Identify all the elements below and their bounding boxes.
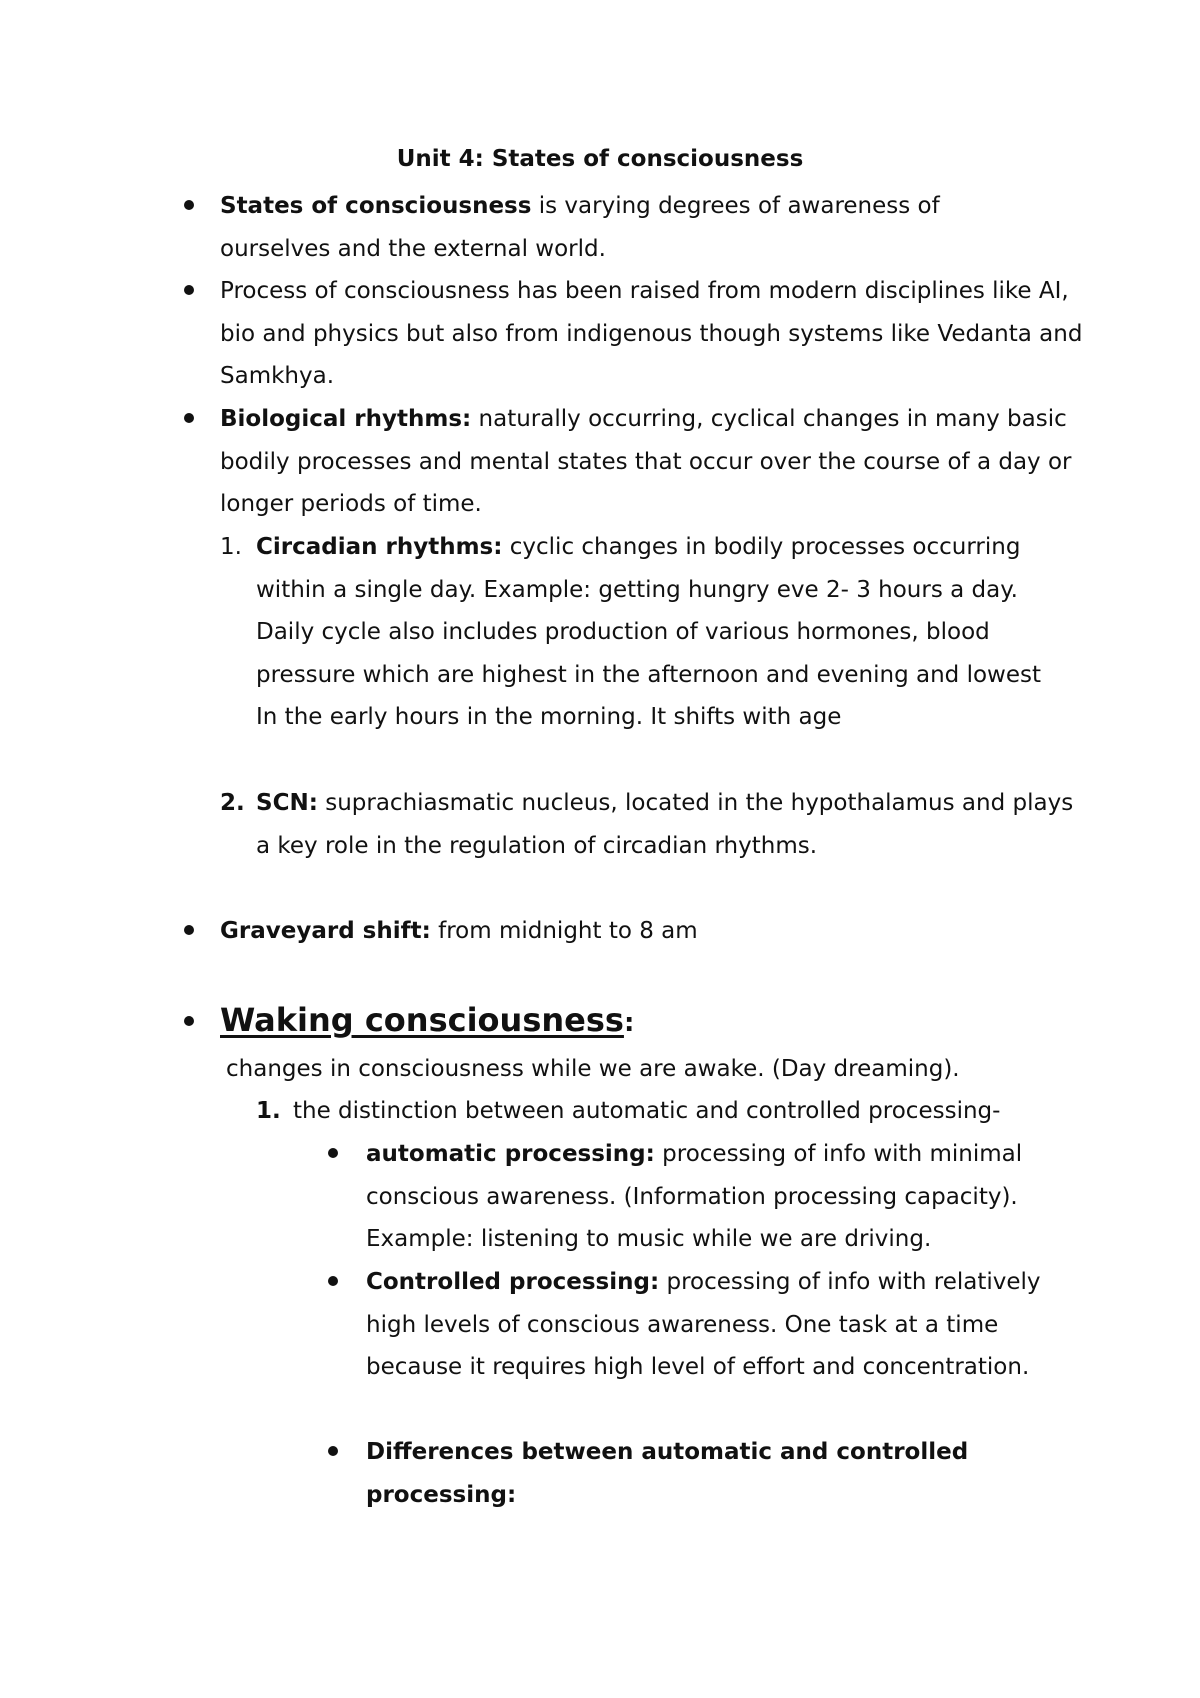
- term-label: Differences between automatic and controlled processing:: [366, 1439, 969, 1508]
- process-of-consciousness-paragraph: [220, 270, 1090, 398]
- definition-states-of-consciousness: [220, 185, 1020, 270]
- distinction-text: the distinction between automatic and controlled processing-: [293, 1098, 1001, 1124]
- term-label: Biological rhythms:: [220, 406, 472, 432]
- section-heading-colon: :: [623, 1008, 635, 1038]
- bullet-icon: [184, 1016, 194, 1026]
- definition-text: naturally occurring, cyclical changes in many basic bodily processes and mental states that occur over the course of a day or longer periods of time.: [220, 406, 1072, 517]
- waking-intro-text: changes in consciousness while we are awake. (Day dreaming).: [226, 1056, 960, 1082]
- definition-controlled-processing: [366, 1261, 1066, 1389]
- definition-circadian-rhythms: [256, 526, 1066, 739]
- section-heading-text: Waking consciousness: [220, 1001, 624, 1039]
- paragraph-text: Process of consciousness has been raised from modern disciplines like AI, bio and physics but also from indigenous though systems like Vedanta and Samkhya.: [220, 278, 1083, 389]
- definition-biological-rhythms: [220, 398, 1085, 526]
- bullet-icon: [184, 285, 194, 295]
- term-label: SCN:: [256, 790, 318, 816]
- definition-automatic-processing: [366, 1133, 1066, 1261]
- definition-text: processing of info with relatively high levels of conscious awareness. One task at a time because it requires high level of effort and concentration.: [366, 1269, 1041, 1380]
- bullet-icon: [184, 200, 194, 210]
- list-number: 1.: [220, 534, 242, 560]
- bullet-icon: [328, 1148, 338, 1158]
- page-title: Unit 4: States of consciousness: [396, 146, 804, 172]
- term-label: Graveyard shift:: [220, 918, 431, 944]
- definition-text: cyclic changes in bodily processes occurring within a single day. Example: getting hungry eve 2- 3 hours a day. Daily cycle also includes production of various hormones, blood pressure which are highest in the afternoon and evening and lowest In the early hours in the morning. It shifts with age: [256, 534, 1041, 730]
- bullet-icon: [184, 413, 194, 423]
- definition-text: processing of info with minimal conscious awareness. (Information processing capacity). Example: listening to music while we are driving.: [366, 1141, 1023, 1252]
- term-label: Circadian rhythms:: [256, 534, 503, 560]
- definition-text: suprachiasmatic nucleus, located in the hypothalamus and plays a key role in the regulation of circadian rhythms.: [256, 790, 1074, 859]
- bullet-icon: [328, 1276, 338, 1286]
- differences-heading: [366, 1431, 1026, 1516]
- definition-text: is varying degrees of awareness of ourselves and the external world.: [220, 193, 940, 262]
- term-label: automatic processing:: [366, 1141, 655, 1167]
- definition-text: from midnight to 8 am: [430, 918, 698, 944]
- bullet-icon: [184, 925, 194, 935]
- list-number: 2.: [220, 790, 245, 816]
- list-number: 1.: [256, 1098, 281, 1124]
- bullet-icon: [328, 1446, 338, 1456]
- definition-scn: [256, 782, 1076, 867]
- definition-graveyard-shift: [220, 910, 1020, 953]
- term-label: Controlled processing:: [366, 1269, 660, 1295]
- section-heading-waking-consciousness: [220, 996, 1020, 1048]
- term-label: States of consciousness: [220, 193, 532, 219]
